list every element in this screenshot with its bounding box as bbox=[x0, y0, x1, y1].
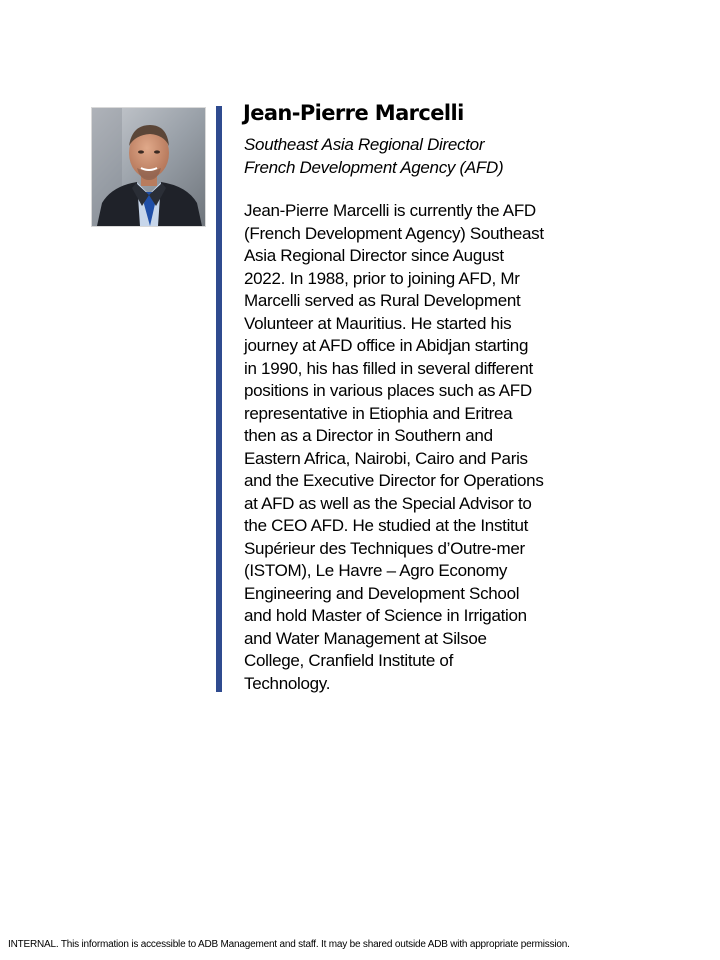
person-name: Jean-Pierre Marcelli bbox=[243, 101, 464, 125]
bio-line: the CEO AFD. He studied at the Institut bbox=[244, 516, 529, 535]
profile-photo bbox=[91, 107, 206, 227]
bio-line: and the Executive Director for Operations bbox=[244, 471, 544, 490]
bio-line: Marcelli served as Rural Development bbox=[244, 291, 521, 310]
biography-text bbox=[244, 200, 604, 695]
bio-line: College, Cranfield Institute of bbox=[244, 651, 453, 670]
bio-line: in 1990, his has filled in several different bbox=[244, 358, 533, 378]
bio-line: (French Development Agency) Southeast bbox=[244, 223, 544, 243]
organization-line: French Development Agency (AFD) bbox=[244, 157, 504, 177]
bio-line: Jean-Pierre Marcelli is currently the AFD bbox=[244, 201, 536, 220]
bio-line: at AFD as well as the Special Advisor to bbox=[244, 493, 532, 513]
bio-line: Supérieur des Techniques d’Outre-mer bbox=[244, 538, 525, 558]
bio-line: 2022. In 1988, prior to joining AFD, Mr bbox=[244, 268, 520, 288]
bio-line: Technology. bbox=[244, 673, 331, 693]
job-title-line: Southeast Asia Regional Director bbox=[244, 135, 485, 154]
accent-divider-bar bbox=[216, 106, 222, 692]
bio-line: (ISTOM), Le Havre – Agro Economy bbox=[244, 561, 508, 580]
bio-line: representative in Etiophia and Eritrea bbox=[244, 403, 513, 423]
classification-footer: INTERNAL. This information is accessible to ADB Management and staff. It may be shared outside ADB with appropriate permission. bbox=[8, 939, 570, 950]
bio-line: Volunteer at Mauritius. He started his bbox=[244, 313, 512, 333]
bio-line: then as a Director in Southern and bbox=[244, 426, 493, 445]
bio-line: Engineering and Development School bbox=[244, 583, 520, 603]
person-title bbox=[244, 134, 503, 179]
bio-line: positions in various places such as AFD bbox=[244, 381, 532, 400]
bio-line: Asia Regional Director since August bbox=[244, 246, 504, 265]
bio-line: and hold Master of Science in Irrigation bbox=[244, 606, 527, 625]
bio-line: and Water Management at Silsoe bbox=[244, 628, 487, 648]
bio-line: Eastern Africa, Nairobi, Cairo and Paris bbox=[244, 448, 528, 468]
bio-line: journey at AFD office in Abidjan starting bbox=[244, 336, 529, 355]
